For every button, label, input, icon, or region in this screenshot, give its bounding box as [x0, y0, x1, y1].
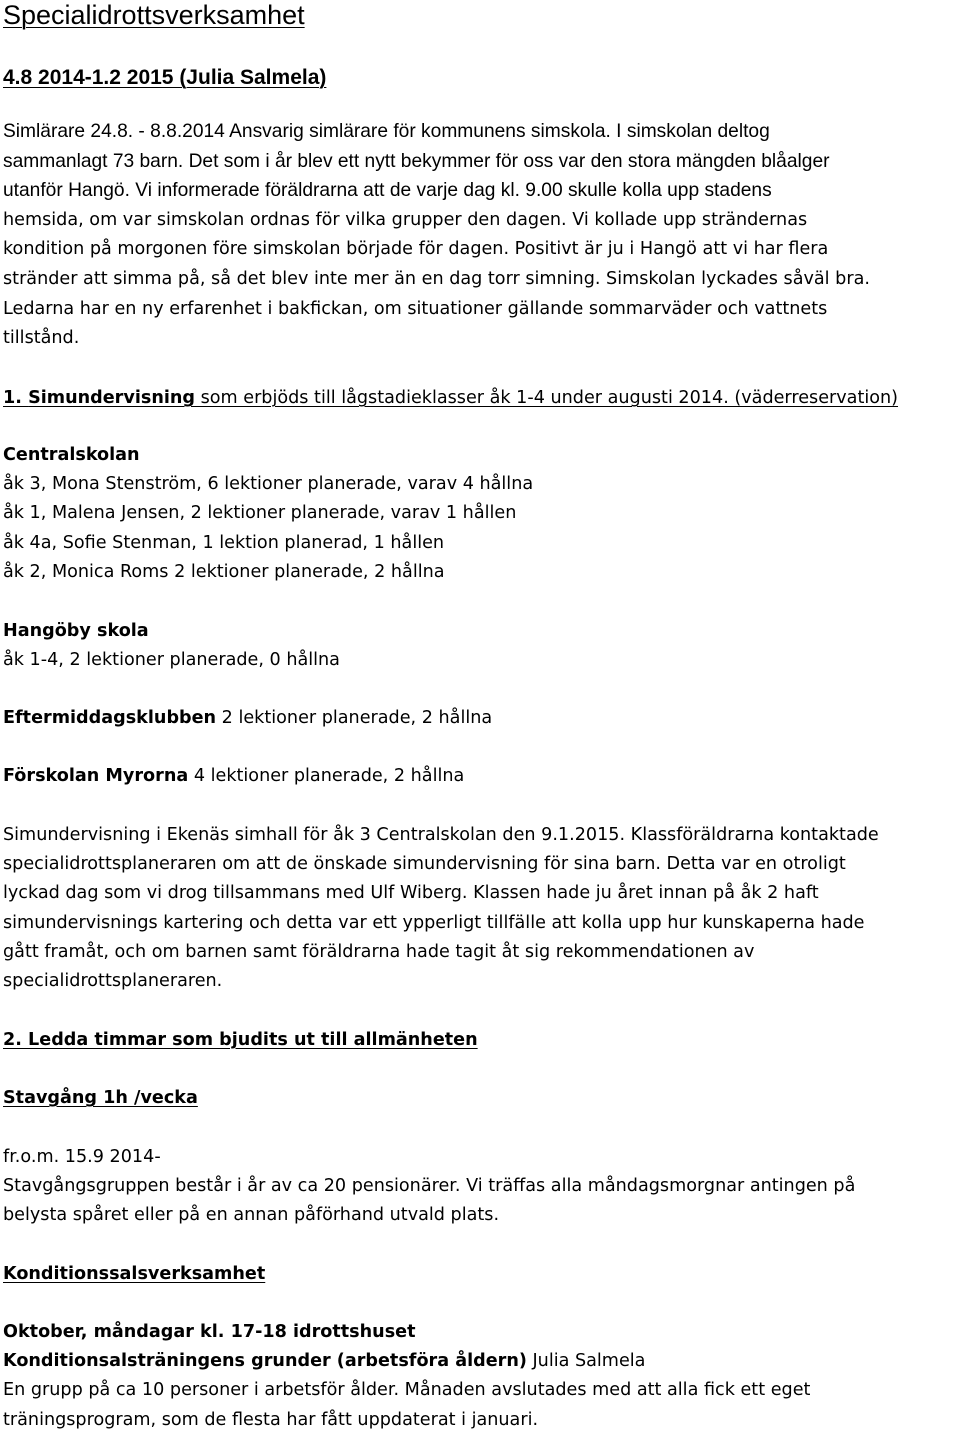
- period-heading: 4.8 2014-1.2 2015 (Julia Salmela): [3, 66, 327, 89]
- section1-rest: som erbjöds till lågstadieklasser åk 1-4 under augusti 2014. (väderreservation): [195, 388, 899, 408]
- centralskolan-line: åk 1, Malena Jensen, 2 lektioner planerade, varav 1 hållen: [3, 503, 517, 524]
- page-title: Specialidrottsverksamhet: [3, 0, 305, 30]
- centralskolan-heading: Centralskolan: [3, 445, 140, 465]
- kondition-block: [3, 1318, 956, 1435]
- forskolan-rest: 4 lektioner planerade, 2 hållna: [188, 766, 465, 786]
- forskolan-line: [3, 762, 956, 791]
- simlarare-line: hemsida, om var simskolan ordnas för vilka grupper den dagen. Vi kollade upp strändernas: [3, 209, 808, 230]
- section1-line: [3, 384, 956, 413]
- centralskolan-line: åk 2, Monica Roms 2 lektioner planerade, 2 hållna: [3, 561, 445, 582]
- forskolan-heading: Förskolan Myrorna: [3, 766, 189, 786]
- section2-line: [3, 1026, 956, 1055]
- ekenas-line: Simundervisning i Ekenäs simhall för åk 3 Centralskolan den 9.1.2015. Klassföräldrarna kontaktade: [3, 825, 879, 845]
- ekenas-line: specialidrottsplaneraren.: [3, 971, 223, 992]
- simlarare-line: tillstånd.: [3, 328, 80, 349]
- stavgang-line: belysta spåret eller på en annan påförhand utvald plats.: [3, 1205, 500, 1226]
- simlarare-line: utanför Hangö. Vi informerade föräldrarna att de varje dag kl. 9.00 skulle kolla upp stadens: [3, 180, 772, 202]
- hangoby-heading: Hangöby skola: [3, 621, 149, 641]
- ekenas-line: simundervisnings kartering och detta var ett ypperligt tillfälle att kolla upp hur kunskaperna hade: [3, 912, 865, 933]
- centralskolan-line: åk 4a, Sofie Stenman, 1 lektion planerad, 1 hållen: [3, 532, 445, 553]
- kondition-heading: Konditionssalsverksamhet: [3, 1264, 266, 1284]
- hangoby-line: åk 1-4, 2 lektioner planerade, 0 hållna: [3, 650, 340, 671]
- kondition-schedule: Oktober, måndagar kl. 17-18 idrottshuset: [3, 1322, 416, 1342]
- stavgang-line: Stavgångsgruppen består i år av ca 20 pensionärer. Vi träffas alla måndagsmorgnar antingen på: [3, 1176, 856, 1197]
- stavgang-block: [3, 1143, 956, 1231]
- simlarare-line: sammanlagt 73 barn. Det som i år blev ett nytt bekymmer för oss var den stora mängden blåalger: [3, 150, 830, 172]
- simlarare-paragraph: [3, 117, 956, 354]
- kondition-line: En grupp på ca 10 personer i arbetsför ålder. Månaden avslutades med att alla fick ett eget: [3, 1380, 811, 1401]
- simlarare-line: Ledarna har en ny erfarenhet i bakfickan, om situationer gällande sommarväder och vattnets: [3, 298, 828, 319]
- simlarare-line: Simlärare 24.8. - 8.8.2014 Ansvarig simlärare för kommunens simskola. I simskolan deltog: [3, 121, 770, 142]
- simlarare-line: stränder att simma på, så det blev inte mer än en dag torr simning. Simskolan lyckades såväl bra.: [3, 268, 870, 289]
- section1-number: 1.: [3, 388, 29, 408]
- kondition-course-title: Konditionsalsträningens grunder (arbetsföra åldern): [3, 1351, 527, 1372]
- section1-heading: Simundervisning: [28, 388, 195, 408]
- eftermiddag-heading: Eftermiddagsklubben: [3, 708, 217, 728]
- hangoby-block: [3, 617, 956, 675]
- kondition-line: träningsprogram, som de flesta har fått uppdaterat i januari.: [3, 1409, 539, 1430]
- stavgang-date: fr.o.m. 15.9 2014-: [3, 1147, 161, 1167]
- ekenas-line: gått framåt, och om barnen samt föräldrarna hade tagit åt sig rekommendationen av: [3, 941, 755, 962]
- kondition-course-leader: Julia Salmela: [526, 1351, 646, 1372]
- ekenas-line: lyckad dag som vi drog tillsammans med Ulf Wiberg. Klassen hade ju året innan på åk 2 haft: [3, 883, 819, 904]
- eftermiddag-line: [3, 704, 956, 733]
- centralskolan-line: åk 3, Mona Stenström, 6 lektioner planerade, varav 4 hållna: [3, 474, 534, 495]
- centralskolan-block: [3, 441, 956, 587]
- eftermiddag-rest: 2 lektioner planerade, 2 hållna: [216, 708, 493, 728]
- stavgang-heading-line: [3, 1084, 956, 1113]
- ekenas-line: specialidrottsplaneraren om att de önskade simundervisning för sina barn. Detta var en otroligt: [3, 854, 846, 875]
- section2-heading: 2. Ledda timmar som bjudits ut till allmänheten: [3, 1030, 478, 1050]
- stavgang-heading: Stavgång 1h /vecka: [3, 1088, 198, 1108]
- kondition-heading-line: [3, 1260, 956, 1289]
- ekenas-paragraph: [3, 821, 956, 996]
- simlarare-line: kondition på morgonen före simskolan började för dagen. Positivt är ju i Hangö att vi har flera: [3, 239, 829, 260]
